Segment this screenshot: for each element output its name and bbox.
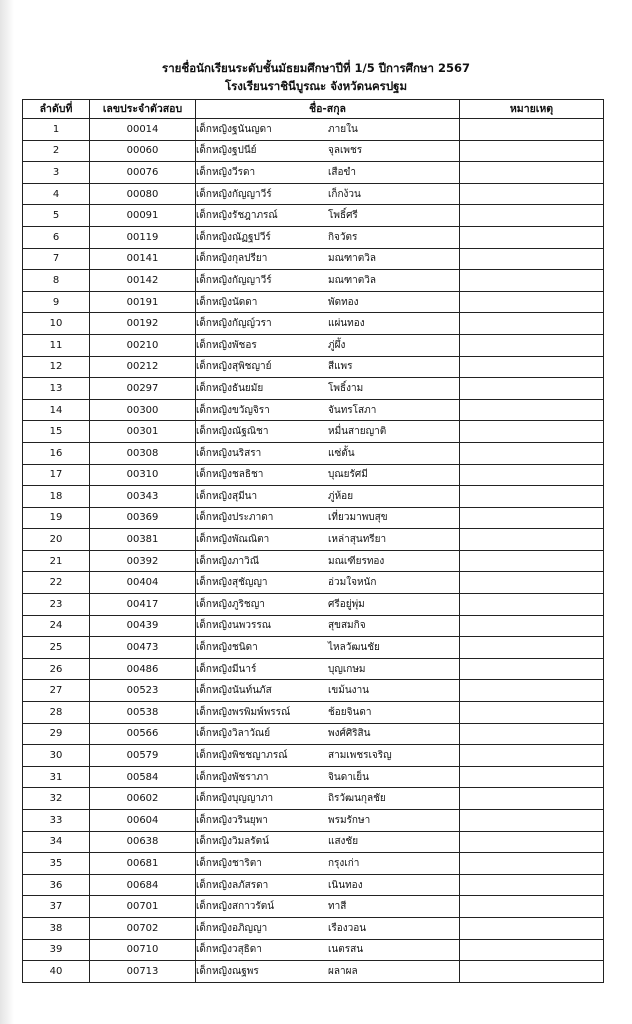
student-name (196, 615, 460, 637)
note-cell (460, 399, 604, 421)
table-row (23, 788, 604, 810)
first-name: เด็กหญิงพัชราภา (196, 771, 269, 783)
first-name: เด็กหญิงกัญญ์วรา (196, 318, 272, 330)
student-name (196, 529, 460, 551)
student-name (196, 464, 460, 486)
student-name (196, 421, 460, 443)
row-number: 27 (23, 680, 90, 702)
table-row (23, 680, 604, 702)
table-row (23, 226, 604, 248)
last-name: หมื่นสายญาติ (328, 426, 387, 438)
first-name: เด็กหญิงวีรดา (196, 166, 256, 178)
column-header-note: หมายเหตุ (460, 100, 604, 119)
table-row (23, 421, 604, 443)
exam-id: 00404 (90, 572, 196, 594)
table-row (23, 550, 604, 572)
student-name (196, 183, 460, 205)
last-name: เที่ยวมาพบสุข (328, 512, 388, 524)
last-name: แซ่ตั้น (328, 447, 355, 459)
exam-id: 00681 (90, 853, 196, 875)
exam-id: 00091 (90, 205, 196, 227)
row-number: 2 (23, 140, 90, 162)
last-name: พงศ์ศิริสิน (328, 728, 371, 740)
last-name: ไหลวัฒนชัย (328, 642, 380, 654)
row-number: 3 (23, 162, 90, 184)
note-cell (460, 529, 604, 551)
exam-id: 00300 (90, 399, 196, 421)
student-name (196, 680, 460, 702)
exam-id: 00192 (90, 313, 196, 335)
first-name: เด็กหญิงพัณณิตา (196, 534, 270, 546)
student-name (196, 572, 460, 594)
last-name: เขม้นงาน (328, 685, 370, 697)
note-cell (460, 378, 604, 400)
row-number: 40 (23, 961, 90, 983)
exam-id: 00579 (90, 745, 196, 767)
first-name: เด็กหญิงวสุธิดา (196, 944, 262, 956)
last-name: เหล่าสุนทรียา (328, 534, 387, 546)
row-number: 12 (23, 356, 90, 378)
last-name: สุขสมกิจ (328, 620, 366, 632)
last-name: แผ่นทอง (328, 318, 365, 330)
table-row (23, 961, 604, 983)
exam-id: 00684 (90, 874, 196, 896)
table-row (23, 594, 604, 616)
exam-id: 00538 (90, 702, 196, 724)
first-name: เด็กหญิงสุชัญญา (196, 577, 268, 589)
exam-id: 00297 (90, 378, 196, 400)
last-name: โพธิ์ศรี (328, 210, 358, 222)
row-number: 26 (23, 658, 90, 680)
first-name: เด็กหญิงณัฏฐปวีร์ (196, 231, 271, 243)
note-cell (460, 464, 604, 486)
last-name: จุลเพชร (328, 145, 363, 157)
exam-id: 00486 (90, 658, 196, 680)
exam-id: 00710 (90, 939, 196, 961)
note-cell (460, 658, 604, 680)
first-name: เด็กหญิงพรพิมพ์พรรณ์ (196, 706, 291, 718)
school-name: โรงเรียนราชินีบูรณะ จังหวัดนครปฐม (224, 79, 408, 93)
table-row (23, 529, 604, 551)
exam-id: 00392 (90, 550, 196, 572)
table-row (23, 810, 604, 832)
table-row (23, 874, 604, 896)
row-number: 5 (23, 205, 90, 227)
student-name (196, 702, 460, 724)
table-row (23, 896, 604, 918)
row-number: 32 (23, 788, 90, 810)
exam-id: 00439 (90, 615, 196, 637)
first-name: เด็กหญิงพัชอร (196, 339, 257, 351)
note-cell (460, 421, 604, 443)
page-edge-shadow (0, 0, 14, 1024)
student-name (196, 507, 460, 529)
row-number: 31 (23, 766, 90, 788)
table-row (23, 745, 604, 767)
note-cell (460, 615, 604, 637)
student-name (196, 119, 460, 141)
student-name (196, 831, 460, 853)
table-row (23, 658, 604, 680)
note-cell (460, 961, 604, 983)
exam-id: 00702 (90, 917, 196, 939)
note-cell (460, 896, 604, 918)
table-row (23, 507, 604, 529)
last-name: กิจวัตร (328, 231, 358, 243)
first-name: เด็กหญิงฐนันญดา (196, 123, 272, 135)
first-name: เด็กหญิงนันท์นภัส (196, 685, 272, 697)
exam-id: 00417 (90, 594, 196, 616)
student-name (196, 226, 460, 248)
row-number: 18 (23, 486, 90, 508)
exam-id: 00566 (90, 723, 196, 745)
last-name: เนตรสน (328, 944, 364, 956)
note-cell (460, 637, 604, 659)
first-name: เด็กหญิงสกาวรัตน์ (196, 901, 275, 913)
table-row (23, 378, 604, 400)
note-cell (460, 572, 604, 594)
note-cell (460, 442, 604, 464)
row-number: 21 (23, 550, 90, 572)
student-name (196, 378, 460, 400)
student-name (196, 788, 460, 810)
student-name (196, 810, 460, 832)
first-name: เด็กหญิงกัญญาวีร์ (196, 188, 272, 200)
row-number: 29 (23, 723, 90, 745)
row-number: 37 (23, 896, 90, 918)
exam-id: 00638 (90, 831, 196, 853)
student-name (196, 658, 460, 680)
exam-id: 00343 (90, 486, 196, 508)
student-name (196, 766, 460, 788)
exam-id: 00191 (90, 291, 196, 313)
last-name: แสงชัย (328, 836, 359, 848)
student-name (196, 356, 460, 378)
student-name (196, 162, 460, 184)
row-number: 7 (23, 248, 90, 270)
student-name (196, 442, 460, 464)
table-row (23, 162, 604, 184)
student-name (196, 291, 460, 313)
table-row (23, 205, 604, 227)
student-name (196, 399, 460, 421)
table-row (23, 464, 604, 486)
first-name: เด็กหญิงชลธิชา (196, 469, 264, 481)
first-name: เด็กหญิงสุมีนา (196, 490, 258, 502)
row-number: 16 (23, 442, 90, 464)
last-name: บุณยรัศมี (328, 469, 368, 481)
row-number: 15 (23, 421, 90, 443)
exam-id: 00080 (90, 183, 196, 205)
student-name (196, 313, 460, 335)
student-name (196, 917, 460, 939)
last-name: เรืองวอน (328, 922, 367, 934)
first-name: เด็กหญิงนัดดา (196, 296, 258, 308)
last-name: จันทรโสภา (328, 404, 377, 416)
note-cell (460, 291, 604, 313)
note-cell (460, 939, 604, 961)
table-row (23, 615, 604, 637)
row-number: 24 (23, 615, 90, 637)
last-name: เก็กง้วน (328, 188, 361, 200)
exam-id: 00381 (90, 529, 196, 551)
note-cell (460, 680, 604, 702)
exam-id: 00210 (90, 334, 196, 356)
exam-id: 00523 (90, 680, 196, 702)
note-cell (460, 334, 604, 356)
column-header-no: ลำดับที่ (23, 100, 90, 119)
note-cell (460, 270, 604, 292)
student-name (196, 939, 460, 961)
table-row (23, 399, 604, 421)
student-name (196, 486, 460, 508)
note-cell (460, 486, 604, 508)
row-number: 13 (23, 378, 90, 400)
exam-id: 00713 (90, 961, 196, 983)
table-row (23, 442, 604, 464)
note-cell (460, 313, 604, 335)
note-cell (460, 874, 604, 896)
table-row (23, 313, 604, 335)
last-name: พรมรักษา (328, 814, 371, 826)
first-name: เด็กหญิงขวัญจิรา (196, 404, 270, 416)
row-number: 25 (23, 637, 90, 659)
table-row (23, 248, 604, 270)
exam-id: 00076 (90, 162, 196, 184)
first-name: เด็กหญิงนพวรรณ (196, 620, 272, 632)
table-row (23, 853, 604, 875)
table-row (23, 270, 604, 292)
note-cell (460, 248, 604, 270)
table-row (23, 140, 604, 162)
exam-id: 00602 (90, 788, 196, 810)
table-row (23, 831, 604, 853)
last-name: อ่วมใจหนัก (328, 577, 377, 589)
exam-id: 00310 (90, 464, 196, 486)
last-name: ภู่ผึ้ง (328, 339, 346, 351)
table-row (23, 183, 604, 205)
first-name: เด็กหญิงธันยมัย (196, 382, 264, 394)
row-number: 22 (23, 572, 90, 594)
exam-id: 00604 (90, 810, 196, 832)
row-number: 30 (23, 745, 90, 767)
first-name: เด็กหญิงกุลปรียา (196, 253, 268, 265)
table-row (23, 572, 604, 594)
row-number: 20 (23, 529, 90, 551)
student-name (196, 594, 460, 616)
first-name: เด็กหญิงประภาดา (196, 512, 274, 524)
note-cell (460, 550, 604, 572)
last-name: เสือขำ (328, 166, 356, 178)
first-name: เด็กหญิงลภัสรดา (196, 879, 269, 891)
note-cell (460, 766, 604, 788)
last-name: มณเฑียรทอง (328, 555, 385, 567)
exam-id: 00141 (90, 248, 196, 270)
note-cell (460, 831, 604, 853)
note-cell (460, 853, 604, 875)
note-cell (460, 356, 604, 378)
first-name: เด็กหญิงณฐพร (196, 965, 259, 977)
first-name: เด็กหญิงวรินยุพา (196, 814, 268, 826)
student-name (196, 723, 460, 745)
row-number: 38 (23, 917, 90, 939)
last-name: พัดทอง (328, 296, 359, 308)
first-name: เด็กหญิงภูริชญา (196, 598, 265, 610)
student-name (196, 270, 460, 292)
table-row (23, 766, 604, 788)
first-name: เด็กหญิงฐปนีย์ (196, 145, 257, 157)
last-name: สีแพร (328, 361, 353, 373)
row-number: 39 (23, 939, 90, 961)
table-row (23, 702, 604, 724)
table-row (23, 119, 604, 141)
last-name: มณฑาตวิล (328, 253, 377, 265)
row-number: 4 (23, 183, 90, 205)
last-name: ถิรวัฒนกุลชัย (328, 793, 386, 805)
note-cell (460, 162, 604, 184)
student-name (196, 248, 460, 270)
exam-id: 00301 (90, 421, 196, 443)
table-row (23, 723, 604, 745)
student-name (196, 745, 460, 767)
last-name: ผลาผล (328, 965, 358, 977)
exam-id: 00473 (90, 637, 196, 659)
last-name: กรุงเก่า (328, 857, 360, 869)
first-name: เด็กหญิงสุพิชญาย์ (196, 361, 272, 373)
note-cell (460, 183, 604, 205)
table-row (23, 334, 604, 356)
row-number: 19 (23, 507, 90, 529)
table-row (23, 637, 604, 659)
first-name: เด็กหญิงวิลาวัณย์ (196, 728, 271, 740)
row-number: 11 (23, 334, 90, 356)
last-name: บุญเกษม (328, 663, 366, 675)
student-roster-table (22, 99, 604, 983)
exam-id: 00369 (90, 507, 196, 529)
last-name: เนินทอง (328, 879, 363, 891)
student-name (196, 853, 460, 875)
first-name: เด็กหญิงมีนาร์ (196, 663, 257, 675)
last-name: จินดาเย็น (328, 771, 369, 783)
first-name: เด็กหญิงชนิดา (196, 642, 258, 654)
row-number: 17 (23, 464, 90, 486)
row-number: 10 (23, 313, 90, 335)
first-name: เด็กหญิงนริสรา (196, 447, 262, 459)
note-cell (460, 702, 604, 724)
note-cell (460, 788, 604, 810)
last-name: ภู่ห้อย (328, 490, 354, 502)
table-row (23, 356, 604, 378)
first-name: เด็กหญิงวิมลรัตน์ (196, 836, 269, 848)
student-name (196, 140, 460, 162)
row-number: 36 (23, 874, 90, 896)
note-cell (460, 119, 604, 141)
column-header-name: ชื่อ-สกุล (196, 100, 460, 119)
row-number: 9 (23, 291, 90, 313)
last-name: มณฑาตวิล (328, 274, 377, 286)
first-name: เด็กหญิงชาริตา (196, 857, 262, 869)
note-cell (460, 810, 604, 832)
table-body (23, 119, 604, 983)
row-number: 33 (23, 810, 90, 832)
note-cell (460, 917, 604, 939)
first-name: เด็กหญิงณัฐณิชา (196, 426, 269, 438)
exam-id: 00308 (90, 442, 196, 464)
student-name (196, 550, 460, 572)
first-name: เด็กหญิงบุญญาภา (196, 793, 274, 805)
column-header-exam-id: เลขประจำตัวสอบ (90, 100, 196, 119)
exam-id: 00014 (90, 119, 196, 141)
row-number: 23 (23, 594, 90, 616)
first-name: เด็กหญิงพิชชญาภรณ์ (196, 750, 288, 762)
note-cell (460, 723, 604, 745)
row-number: 6 (23, 226, 90, 248)
first-name: เด็กหญิงภาวิณี (196, 555, 260, 567)
note-cell (460, 745, 604, 767)
first-name: เด็กหญิงอภิญญา (196, 922, 268, 934)
note-cell (460, 226, 604, 248)
table-row (23, 291, 604, 313)
student-name (196, 334, 460, 356)
first-name: เด็กหญิงกัญญาวีร์ (196, 274, 272, 286)
table-header-row (23, 100, 604, 119)
row-number: 1 (23, 119, 90, 141)
exam-id: 00119 (90, 226, 196, 248)
last-name: ทาสี (328, 901, 347, 913)
last-name: สามเพชรเจริญ (328, 750, 392, 762)
table-row (23, 939, 604, 961)
last-name: โพธิ์งาม (328, 382, 364, 394)
student-name (196, 874, 460, 896)
student-name (196, 637, 460, 659)
last-name: ภายใน (328, 123, 358, 135)
note-cell (460, 594, 604, 616)
exam-id: 00212 (90, 356, 196, 378)
row-number: 34 (23, 831, 90, 853)
row-number: 35 (23, 853, 90, 875)
student-name (196, 896, 460, 918)
note-cell (460, 507, 604, 529)
exam-id: 00584 (90, 766, 196, 788)
exam-id: 00060 (90, 140, 196, 162)
row-number: 8 (23, 270, 90, 292)
note-cell (460, 205, 604, 227)
exam-id: 00701 (90, 896, 196, 918)
first-name: เด็กหญิงรัชฎาภรณ์ (196, 210, 278, 222)
last-name: ศรีอยู่พุ่ม (328, 598, 365, 610)
document-title: รายชื่อนักเรียนระดับชั้นมัธยมศึกษาปีที่ 1/5 ปีการศึกษา 2567 (162, 61, 470, 75)
student-name (196, 961, 460, 983)
note-cell (460, 140, 604, 162)
row-number: 28 (23, 702, 90, 724)
exam-id: 00142 (90, 270, 196, 292)
table-row (23, 486, 604, 508)
row-number: 14 (23, 399, 90, 421)
student-name (196, 205, 460, 227)
table-row (23, 917, 604, 939)
last-name: ช้อยจินดา (328, 706, 372, 718)
